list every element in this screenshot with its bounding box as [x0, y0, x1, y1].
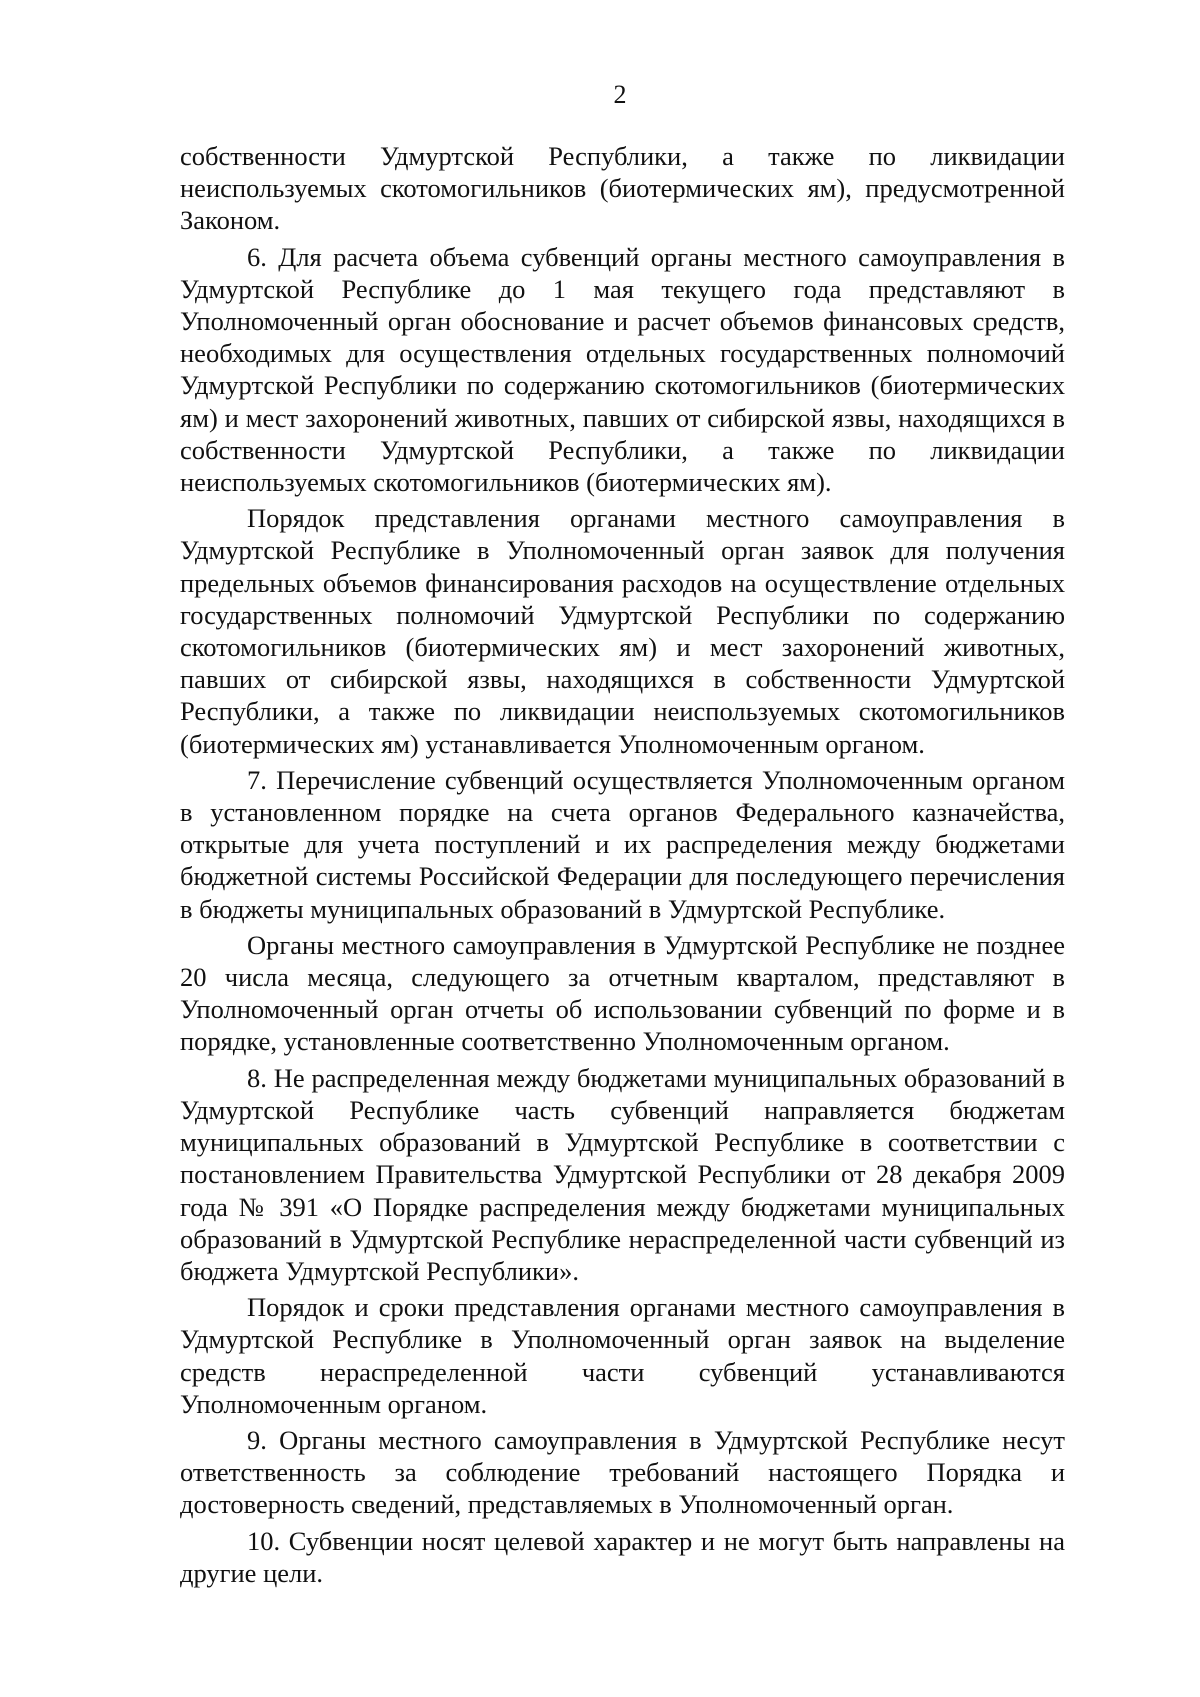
paragraph-item-7-reports: Органы местного самоуправления в Удмуртской Республике не позднее 20 числа месяца, следующего за отчетным кварталом, представляют в Уполномоченный орган отчеты об использовании субвенций по форме и в порядке, установленные соответственно Уполномоченным органом.: [180, 929, 1065, 1057]
paragraph-item-6: 6. Для расчета объема субвенций органы местного самоуправления в Удмуртской Республике до 1 мая текущего года представляют в Уполномоченный орган обоснование и расчет объемов финансовых средств, необходимых для осуществления отдельных государственных полномочий Удмуртской Республики по содержанию скотомогильников (биотермических ям) и мест захоронений животных, павших от сибирской язвы, находящихся в собственности Удмуртской Республики, а также по ликвидации неиспользуемых скотомогильников (биотермических ям).: [180, 241, 1065, 498]
page-number: 2: [613, 80, 627, 109]
paragraph-item-7: 7. Перечисление субвенций осуществляется Уполномоченным органом в установленном порядке на счета органов Федерального казначейства, открытые для учета поступлений и их распределения между бюджетами бюджетной системы Российской Федерации для последующего перечисления в бюджеты муниципальных образований в Удмуртской Республике.: [180, 764, 1065, 924]
paragraph-item-6-procedure: Порядок представления органами местного самоуправления в Удмуртской Республике в Уполномоченный орган заявок для получения предельных объемов финансирования расходов на осуществление отдельных государственных полномочий Удмуртской Республики по содержанию скотомогильников (биотермических ям) и мест захоронений животных, павших от сибирской язвы, находящихся в собственности Удмуртской Республики, а также по ликвидации неиспользуемых скотомогильников (биотермических ям) устанавливается Уполномоченным органом.: [180, 503, 1065, 759]
paragraph-item-8-procedure: Порядок и сроки представления органами местного самоуправления в Удмуртской Республике в Уполномоченный орган заявок на выделение средств нераспределенной части субвенций устанавливаются Уполномоченным органом.: [180, 1292, 1065, 1419]
paragraph-item-8: 8. Не распределенная между бюджетами муниципальных образований в Удмуртской Республике часть субвенций направляется бюджетам муниципальных образований в Удмуртской Республике в соответствии с постановлением Правительства Удмуртской Республики от 28 декабря 2009 года № 391 «О Порядке распределения между бюджетами муниципальных образований в Удмуртской Республике нераспределенной части субвенций из бюджета Удмуртской Республики».: [180, 1062, 1065, 1286]
paragraph-item-9: 9. Органы местного самоуправления в Удмуртской Республике несут ответственность за соблюдение требований настоящего Порядка и достоверность сведений, представляемых в Уполномоченный орган.: [180, 1424, 1065, 1520]
paragraph-item-10: 10. Субвенции носят целевой характер и не могут быть направлены на другие цели.: [180, 1525, 1065, 1588]
document-body: [180, 140, 1065, 1593]
paragraph-continuation: собственности Удмуртской Республики, а также по ликвидации неиспользуемых скотомогильников (биотермических ям), предусмотренной Законом.: [180, 141, 1065, 236]
